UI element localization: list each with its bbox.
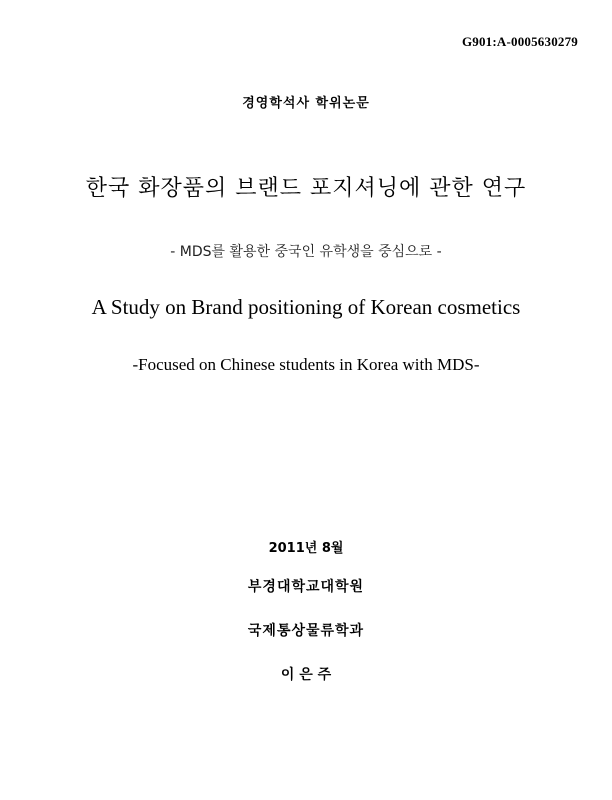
department-name: 국제통상물류학과: [247, 623, 365, 639]
author-name: 이 은 주: [280, 667, 332, 683]
korean-subtitle: - MDS를 활용한 중국인 유학생을 중심으로 -: [170, 244, 442, 260]
degree-label: 경영학석사 학위논문: [242, 96, 370, 111]
document-id-code: G901:A-0005630279: [461, 34, 578, 49]
submission-date: 2011년 8월: [268, 541, 344, 556]
university-name: 부경대학교대학원: [247, 579, 365, 595]
korean-title: 한국 화장품의 브랜드 포지셔닝에 관한 연구: [85, 176, 527, 201]
english-subtitle: -Focused on Chinese students in Korea with MDS-: [132, 355, 480, 374]
english-title: A Study on Brand positioning of Korean cosmetics: [91, 295, 521, 319]
